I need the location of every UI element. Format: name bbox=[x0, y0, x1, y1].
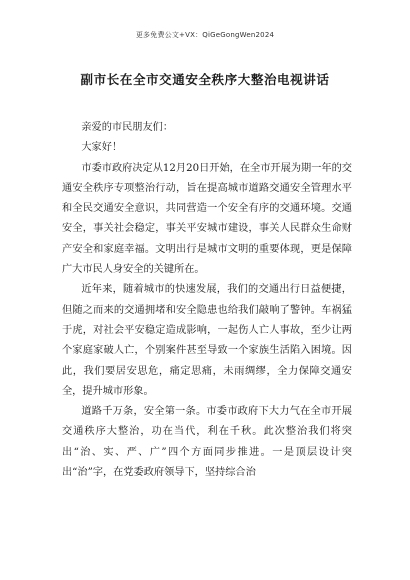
paragraph-1: 市委市政府决定从12月20日开始，在全市开展为期一年的交通安全秩序专项整治行动，旨在提高城市道路交通安全管理水平和全民交通安全意识，共同营造一个安全有序的交通环境。交通安全，事关社会稳定，事关平安城市建设，事关人民群众生命财产安全和家庭幸福。文明出行是城市文明的重要体现，更是保障广大市民人身安全的关键所在。 bbox=[62, 162, 352, 276]
paragraph-3: 道路千万条，安全第一条。市委市政府下大力气在全市开展交通秩序大整治，功在当代，利在千秋。此次整治我们将突出“治、实、严、广”四个方面同步推进。一是顶层设计突出“治”字，在党委政府领导下，坚持综合治 bbox=[62, 406, 352, 479]
header-note: 更多免费公文+VX：QiGeGongWen2024 bbox=[135, 31, 275, 39]
document-body bbox=[62, 118, 352, 483]
greeting: 大家好！ bbox=[81, 142, 123, 154]
paragraph-2: 近年来，随着城市的快速发展，我们的交通出行日益便捷，但随之而来的交通拥堵和安全隐患也给我们敲响了警钟。车祸猛于虎，对社会平安稳定造成影响，一起伤人亡人事故，至少让两个家庭家破人亡，个别案件甚至导致一个家族生活陷入困境。因此，我们要居安思危，痛定思痛，未雨绸缪，全力保障交通安全，提升城市形象。 bbox=[62, 284, 352, 397]
salutation: 亲爱的市民朋友们： bbox=[81, 122, 174, 133]
document-title: 副市长在全市交通安全秩序大整治电视讲话 bbox=[80, 72, 330, 87]
